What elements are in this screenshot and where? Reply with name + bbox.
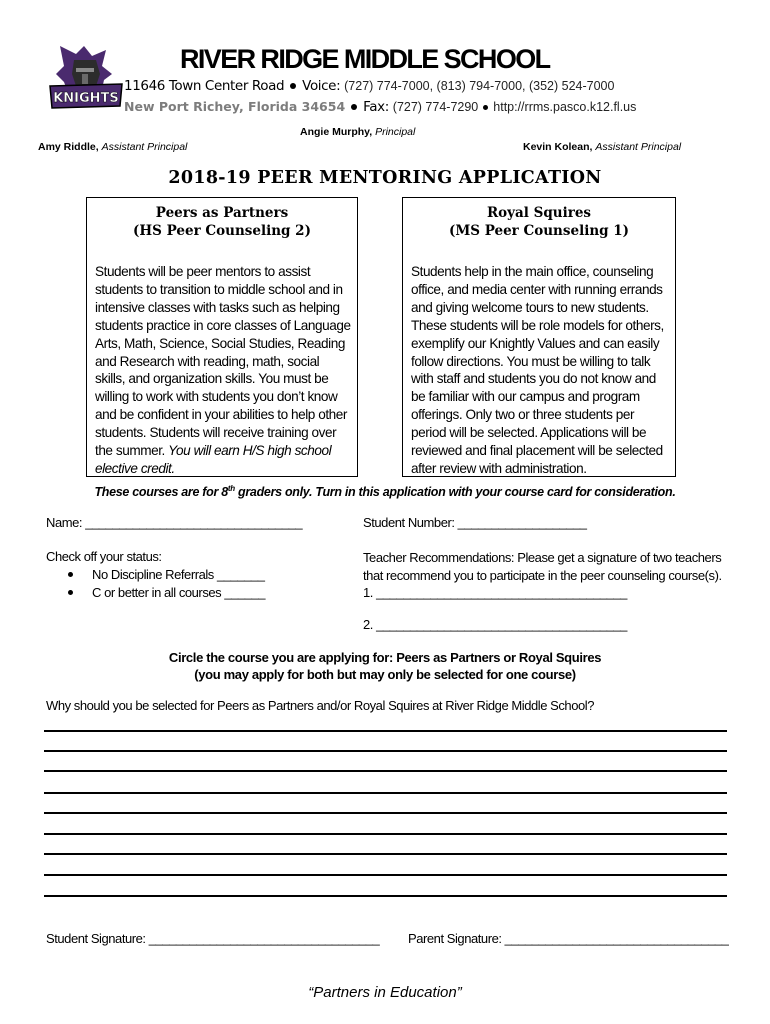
- voice-label: Voice:: [302, 78, 341, 94]
- course-code: (MS Peer Counseling 1): [448, 223, 630, 239]
- name-field[interactable]: Name: ________________________________: [46, 515, 303, 530]
- answer-line[interactable]: [44, 833, 727, 835]
- parent-signature-field[interactable]: Parent Signature: _________________________________: [408, 931, 729, 946]
- grade-note-text: These courses are for 8: [94, 485, 228, 500]
- grade-note-sup: th: [227, 484, 235, 493]
- student-number-field[interactable]: Student Number: ___________________: [363, 515, 587, 530]
- bullet-icon: [290, 83, 296, 89]
- voice-numbers: (727) 774-7000, (813) 794-7000, (352) 524-7000: [344, 79, 615, 93]
- status-item-grades[interactable]: C or better in all courses ______: [68, 584, 265, 602]
- teacher-signature-1[interactable]: 1. _____________________________________: [363, 585, 627, 600]
- course-box-peers-as-partners: [86, 197, 358, 477]
- school-logo: [46, 40, 126, 118]
- answer-line[interactable]: [44, 750, 727, 752]
- street-address: 11646 Town Center Road: [124, 78, 285, 94]
- answer-line[interactable]: [44, 874, 727, 876]
- principal: [300, 126, 415, 138]
- course-name: Peers as Partners: [155, 205, 289, 221]
- bullet-icon: [483, 105, 488, 110]
- answer-line[interactable]: [44, 895, 727, 897]
- course-description: [403, 263, 675, 478]
- course-code: (HS Peer Counseling 2): [133, 223, 311, 239]
- asst1-title: Assistant Principal: [101, 141, 188, 153]
- answer-line[interactable]: [44, 730, 727, 732]
- school-name: RIVER RIDGE MIDDLE SCHOOL: [180, 44, 550, 74]
- school-motto: “Partners in Education”: [308, 984, 462, 1001]
- application-title: 2018-19 PEER MENTORING APPLICATION: [168, 168, 602, 188]
- teacher-recommendations: [363, 549, 733, 602]
- principal-name: Angie Murphy,: [300, 126, 373, 138]
- credit-note: You will earn H/S high school elective credit.: [95, 443, 332, 476]
- grade-note-text: graders only. Turn in this application with your course card for consideration.: [234, 485, 676, 500]
- status-label: Check off your status:: [46, 549, 162, 564]
- course-name: Royal Squires: [486, 205, 592, 221]
- bullet-icon: [351, 104, 357, 110]
- course-box-royal-squires: [402, 197, 676, 477]
- asst2-title: Assistant Principal: [595, 141, 682, 153]
- course-description-text: Students will be peer mentors to assist students to transition to middle school and in intensive classes with tasks such as helping students practice in core classes of Language Arts, Math, Science, Social Studies, Reading and Research with reading, math, social skills, and organization skills. You must be willing to work with students you don’t know and be confident in your abilities to help other students. Students will receive training over the summer.: [95, 264, 351, 459]
- status-list: [68, 566, 265, 601]
- website-link[interactable]: http://rrms.pasco.k12.fl.us: [493, 100, 637, 114]
- principal-title: Principal: [375, 126, 416, 138]
- answer-line[interactable]: [44, 770, 727, 772]
- answer-line[interactable]: [44, 792, 727, 794]
- assistant-principal-right: [523, 141, 681, 153]
- city-address: New Port Richey, Florida 34654: [124, 99, 346, 114]
- address-line-1: [124, 77, 614, 94]
- teacher-signature-2[interactable]: 2. _____________________________________: [363, 617, 627, 632]
- assistant-principal-left: [38, 141, 187, 153]
- course-selection-note: (you may apply for both but may only be selected for one course): [194, 667, 576, 682]
- course-title: [87, 204, 357, 240]
- course-title: [403, 204, 675, 240]
- fax-label: Fax:: [363, 99, 389, 115]
- asst2-name: Kevin Kolean,: [523, 141, 593, 153]
- answer-line[interactable]: [44, 812, 727, 814]
- course-selection-prompt[interactable]: Circle the course you are applying for: Peers as Partners or Royal Squires: [168, 650, 602, 665]
- course-description: [87, 263, 357, 478]
- answer-line[interactable]: [44, 853, 727, 855]
- course-selection: [0, 649, 770, 683]
- logo-text: KNIGHTS: [53, 91, 119, 106]
- course-description-text: Students help in the main office, counseling office, and media center with running errands and giving welcome tours to new students. These students will be role models for others, exemplify our Knightly Values and can easily follow directions. You must be willing to talk with staff and students you do not know and be familiar with our campus and program offerings. Only two or three students per period will be selected. Applications will be reviewed and final placement will be selected after review with administration.: [411, 264, 664, 476]
- fax-number: (727) 774-7290: [392, 100, 479, 114]
- essay-question: Why should you be selected for Peers as Partners and/or Royal Squires at River Ridge Middle School?: [46, 698, 594, 713]
- status-item-discipline[interactable]: No Discipline Referrals _______: [68, 566, 265, 584]
- teacher-rec-instructions: Teacher Recommendations: Please get a signature of two teachers that recommend you to participate in the peer counseling course(s).: [363, 550, 722, 583]
- student-signature-field[interactable]: Student Signature: __________________________________: [46, 931, 380, 946]
- address-line-2: [124, 98, 636, 115]
- grade-note: [0, 484, 770, 499]
- asst1-name: Amy Riddle,: [38, 141, 99, 153]
